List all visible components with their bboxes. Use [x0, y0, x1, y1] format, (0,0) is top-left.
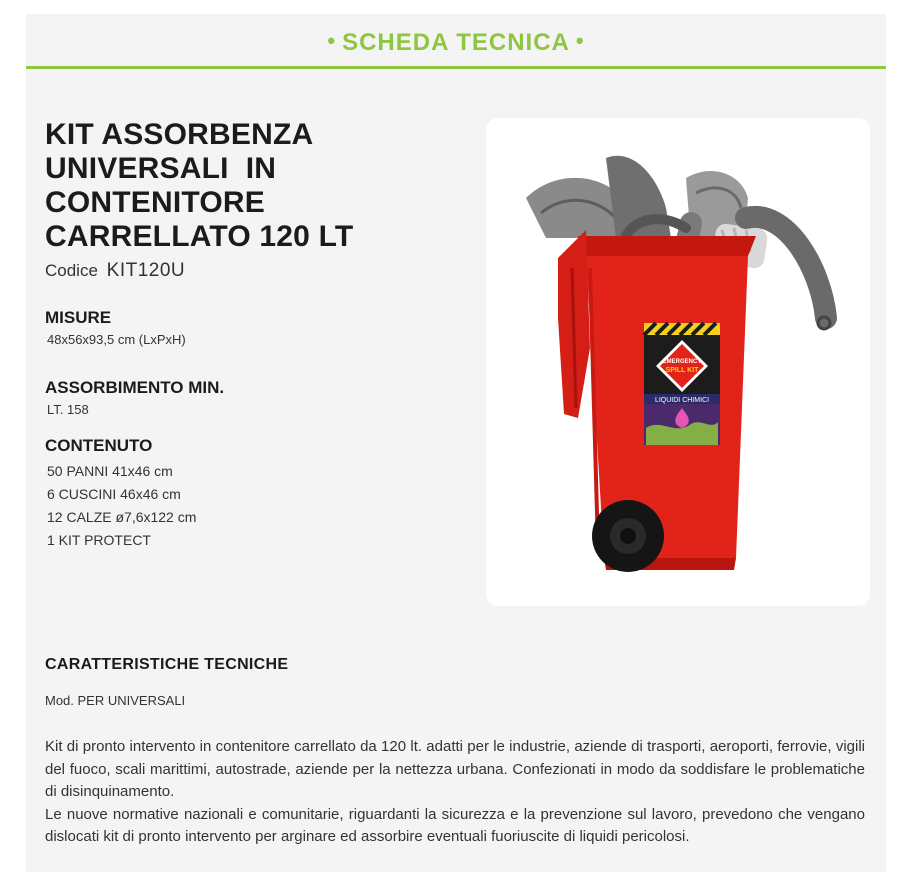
contents-list: [47, 460, 196, 552]
spec-assorbimento-label: ASSORBIMENTO MIN.: [45, 378, 225, 397]
product-code-value: KIT120U: [106, 260, 186, 281]
technical-sheet: [26, 14, 886, 872]
spec-contenuto-label: CONTENUTO: [45, 436, 153, 455]
list-item: 50 PANNI 41x46 cm: [47, 463, 173, 479]
product-title: [45, 118, 465, 254]
model-label: Mod. PER UNIVERSALI: [45, 693, 186, 708]
sheet-header: [26, 14, 886, 69]
spill-kit-sticker: [644, 323, 720, 445]
product-image-card: [486, 118, 870, 606]
spec-misure-label: MISURE: [45, 308, 112, 327]
list-item: 6 CUSCINI 46x46 cm: [47, 486, 181, 502]
description-paragraph: Kit di pronto intervento in contenitore carrellato da 120 lt. adatti per le industrie, aziende di trasporti, aeroporti, ferrovie, vigili del fuoco, scali marittimi, autostrade, aziende per la nettezza urbana. Confezionati in modo da soddisfare le problematiche di disinquinamento.: [45, 738, 865, 800]
description-paragraph: Le nuove normative nazionali e comunitarie, riguardanti la sicurezza e la prevenzione sul lavoro, prevedono che vengano dislocati kit di pronto intervento per arginare ed assorbire eventuali fuoriuscite di liquidi pericolosi.: [45, 805, 865, 845]
sticker-line1: EMERGENCY: [662, 359, 702, 365]
spec-misure: [45, 308, 186, 347]
header-dot-left: •: [327, 28, 337, 53]
description: [45, 736, 865, 849]
list-item: 12 CALZE ø7,6x122 cm: [47, 509, 197, 525]
spec-assorbimento: [45, 378, 224, 417]
product-title-line: UNIVERSALI IN: [45, 152, 277, 185]
spec-assorbimento-value: LT. 158: [47, 402, 89, 417]
spec-contenuto: [45, 436, 196, 552]
product-code-label: Codice: [45, 261, 98, 280]
product-code: [45, 260, 185, 282]
product-title-line: CONTENITORE: [45, 186, 265, 219]
product-title-line: KIT ASSORBENZA: [45, 118, 314, 151]
features-title: CARATTERISTICHE TECNICHE: [45, 656, 289, 673]
sticker-line2: SPILL KIT: [665, 367, 699, 374]
list-item: 1 KIT PROTECT: [47, 532, 151, 548]
sticker-band: LIQUIDI CHIMICI: [654, 397, 710, 404]
header-title-text: SCHEDA TECNICA: [342, 29, 570, 56]
product-title-line: CARRELLATO 120 LT: [45, 220, 354, 253]
product-image: [486, 118, 870, 606]
spec-misure-value: 48x56x93,5 cm (LxPxH): [47, 332, 186, 347]
header-title: [321, 28, 590, 57]
header-dot-right: •: [575, 28, 585, 53]
